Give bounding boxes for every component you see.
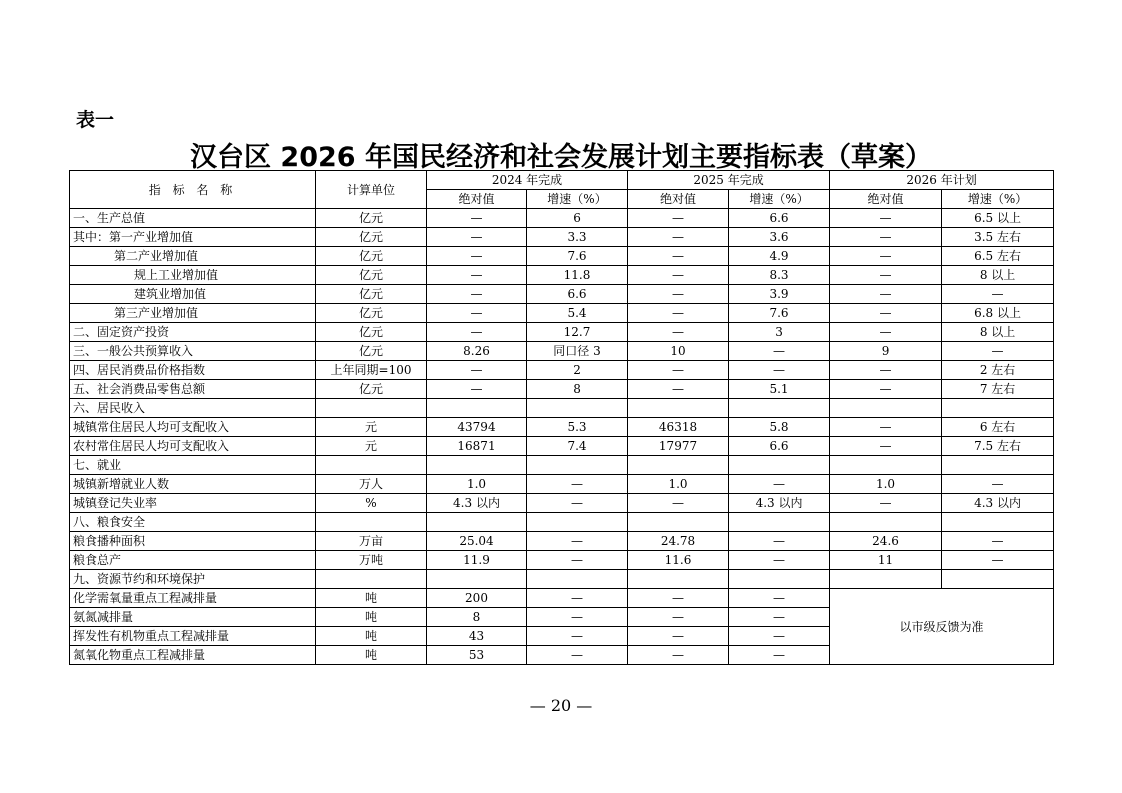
value-cell: — bbox=[942, 532, 1054, 551]
value-cell: — bbox=[628, 608, 729, 627]
value-cell: 24.78 bbox=[628, 532, 729, 551]
value-cell bbox=[830, 570, 942, 589]
value-cell: — bbox=[942, 285, 1054, 304]
indicator-name: 粮食播种面积 bbox=[70, 532, 316, 551]
value-cell bbox=[830, 513, 942, 532]
value-cell: — bbox=[830, 266, 942, 285]
value-cell: — bbox=[830, 418, 942, 437]
value-cell: — bbox=[628, 209, 729, 228]
value-cell: 6.6 bbox=[729, 437, 830, 456]
value-cell: — bbox=[628, 589, 729, 608]
value-cell: 4.9 bbox=[729, 247, 830, 266]
value-cell bbox=[427, 570, 527, 589]
value-cell: 25.04 bbox=[427, 532, 527, 551]
value-cell bbox=[427, 513, 527, 532]
indicator-name: 农村常住居民人均可支配收入 bbox=[70, 437, 316, 456]
value-cell bbox=[830, 399, 942, 418]
value-cell: 16871 bbox=[427, 437, 527, 456]
value-cell: — bbox=[830, 323, 942, 342]
unit-cell: 亿元 bbox=[316, 266, 427, 285]
value-cell bbox=[628, 513, 729, 532]
value-cell: — bbox=[628, 627, 729, 646]
value-cell bbox=[527, 399, 628, 418]
value-cell: 6.5 左右 bbox=[942, 247, 1054, 266]
indicator-name: 粮食总产 bbox=[70, 551, 316, 570]
value-cell: 3.9 bbox=[729, 285, 830, 304]
value-cell: 6 左右 bbox=[942, 418, 1054, 437]
value-cell: — bbox=[427, 209, 527, 228]
value-cell bbox=[729, 513, 830, 532]
value-cell: 12.7 bbox=[527, 323, 628, 342]
value-cell: — bbox=[942, 475, 1054, 494]
unit-cell: 亿元 bbox=[316, 323, 427, 342]
value-cell bbox=[527, 456, 628, 475]
unit-cell bbox=[316, 570, 427, 589]
indicator-name: 四、居民消费品价格指数 bbox=[70, 361, 316, 380]
value-cell bbox=[527, 513, 628, 532]
indicator-name: 化学需氧量重点工程减排量 bbox=[70, 589, 316, 608]
indicator-table bbox=[69, 170, 1054, 665]
value-cell: — bbox=[527, 551, 628, 570]
value-cell: 17977 bbox=[628, 437, 729, 456]
table-row bbox=[70, 418, 1054, 437]
value-cell: — bbox=[830, 228, 942, 247]
table-row bbox=[70, 399, 1054, 418]
unit-cell: 亿元 bbox=[316, 342, 427, 361]
unit-cell: % bbox=[316, 494, 427, 513]
value-cell: 4.3 以内 bbox=[427, 494, 527, 513]
table-row bbox=[70, 456, 1054, 475]
table-row bbox=[70, 285, 1054, 304]
value-cell: — bbox=[527, 608, 628, 627]
header-abs-2026: 绝对值 bbox=[830, 190, 942, 209]
value-cell: — bbox=[427, 323, 527, 342]
table-row bbox=[70, 266, 1054, 285]
unit-cell: 吨 bbox=[316, 646, 427, 665]
value-cell: — bbox=[628, 247, 729, 266]
indicator-name: 城镇登记失业率 bbox=[70, 494, 316, 513]
value-cell: — bbox=[729, 551, 830, 570]
value-cell: 7.5 左右 bbox=[942, 437, 1054, 456]
value-cell: — bbox=[729, 589, 830, 608]
value-cell bbox=[942, 399, 1054, 418]
value-cell: 6 bbox=[527, 209, 628, 228]
document-title: 汉台区 2026 年国民经济和社会发展计划主要指标表（草案） bbox=[190, 142, 932, 173]
indicator-name: 规上工业增加值 bbox=[70, 266, 316, 285]
value-cell: 6.6 bbox=[527, 285, 628, 304]
unit-cell: 亿元 bbox=[316, 228, 427, 247]
value-cell: — bbox=[628, 361, 729, 380]
indicator-name: 其中：第一产业增加值 bbox=[70, 228, 316, 247]
value-cell: 6.8 以上 bbox=[942, 304, 1054, 323]
value-cell: 5.1 bbox=[729, 380, 830, 399]
value-cell: 11.8 bbox=[527, 266, 628, 285]
indicator-name: 六、居民收入 bbox=[70, 399, 316, 418]
value-cell: 7 左右 bbox=[942, 380, 1054, 399]
unit-cell: 亿元 bbox=[316, 247, 427, 266]
value-cell: 1.0 bbox=[830, 475, 942, 494]
unit-cell bbox=[316, 399, 427, 418]
unit-cell: 上年同期=100 bbox=[316, 361, 427, 380]
value-cell: 8.3 bbox=[729, 266, 830, 285]
table-row bbox=[70, 380, 1054, 399]
page-number: — 20 — bbox=[529, 696, 593, 715]
value-cell: 1.0 bbox=[427, 475, 527, 494]
value-cell: — bbox=[527, 494, 628, 513]
header-abs-2024: 绝对值 bbox=[427, 190, 527, 209]
value-cell: — bbox=[628, 266, 729, 285]
table-row bbox=[70, 494, 1054, 513]
value-cell: — bbox=[527, 646, 628, 665]
value-cell: 7.6 bbox=[729, 304, 830, 323]
value-cell: — bbox=[427, 247, 527, 266]
value-cell: 7.6 bbox=[527, 247, 628, 266]
value-cell: — bbox=[628, 323, 729, 342]
value-cell: — bbox=[729, 646, 830, 665]
value-cell: — bbox=[729, 342, 830, 361]
table-row bbox=[70, 475, 1054, 494]
table-row bbox=[70, 570, 1054, 589]
table-row bbox=[70, 342, 1054, 361]
value-cell bbox=[942, 513, 1054, 532]
indicator-name: 氮氧化物重点工程减排量 bbox=[70, 646, 316, 665]
indicator-name: 一、生产总值 bbox=[70, 209, 316, 228]
table-row bbox=[70, 532, 1054, 551]
value-cell: 6.6 bbox=[729, 209, 830, 228]
table-row bbox=[70, 209, 1054, 228]
value-cell: 11.9 bbox=[427, 551, 527, 570]
value-cell bbox=[527, 570, 628, 589]
indicator-name: 九、资源节约和环境保护 bbox=[70, 570, 316, 589]
table-row bbox=[70, 551, 1054, 570]
header-2024: 2024 年完成 bbox=[427, 171, 628, 190]
table-row bbox=[70, 323, 1054, 342]
indicator-name: 七、就业 bbox=[70, 456, 316, 475]
table-row bbox=[70, 361, 1054, 380]
value-cell: — bbox=[729, 627, 830, 646]
value-cell: 11.6 bbox=[628, 551, 729, 570]
indicator-name: 五、社会消费品零售总额 bbox=[70, 380, 316, 399]
value-cell: 2 bbox=[527, 361, 628, 380]
value-cell: 11 bbox=[830, 551, 942, 570]
value-cell bbox=[427, 456, 527, 475]
indicator-name: 三、一般公共预算收入 bbox=[70, 342, 316, 361]
value-cell: — bbox=[628, 494, 729, 513]
unit-cell: 元 bbox=[316, 437, 427, 456]
value-cell bbox=[830, 456, 942, 475]
value-cell: 3.5 左右 bbox=[942, 228, 1054, 247]
indicator-name: 城镇常住居民人均可支配收入 bbox=[70, 418, 316, 437]
env-note-cell: 以市级反馈为准 bbox=[830, 589, 1054, 665]
unit-cell: 元 bbox=[316, 418, 427, 437]
table-row bbox=[70, 437, 1054, 456]
unit-cell: 吨 bbox=[316, 589, 427, 608]
value-cell: — bbox=[527, 627, 628, 646]
value-cell: 43794 bbox=[427, 418, 527, 437]
value-cell bbox=[942, 570, 1054, 589]
value-cell: 5.4 bbox=[527, 304, 628, 323]
value-cell: — bbox=[427, 285, 527, 304]
indicator-name: 城镇新增就业人数 bbox=[70, 475, 316, 494]
unit-cell bbox=[316, 513, 427, 532]
header-rate-2026: 增速（%） bbox=[942, 190, 1054, 209]
value-cell: — bbox=[830, 494, 942, 513]
value-cell: — bbox=[729, 475, 830, 494]
value-cell: 8 bbox=[427, 608, 527, 627]
indicator-name: 挥发性有机物重点工程减排量 bbox=[70, 627, 316, 646]
table-row bbox=[70, 247, 1054, 266]
unit-cell: 吨 bbox=[316, 608, 427, 627]
indicator-name: 氨氮减排量 bbox=[70, 608, 316, 627]
value-cell bbox=[729, 399, 830, 418]
value-cell: 4.3 以内 bbox=[942, 494, 1054, 513]
value-cell: 2 左右 bbox=[942, 361, 1054, 380]
value-cell: 24.6 bbox=[830, 532, 942, 551]
unit-cell: 万亩 bbox=[316, 532, 427, 551]
value-cell: 200 bbox=[427, 589, 527, 608]
value-cell: — bbox=[942, 342, 1054, 361]
indicator-name: 二、固定资产投资 bbox=[70, 323, 316, 342]
table-row bbox=[70, 304, 1054, 323]
value-cell: — bbox=[729, 532, 830, 551]
unit-cell: 吨 bbox=[316, 627, 427, 646]
indicator-name: 建筑业增加值 bbox=[70, 285, 316, 304]
unit-cell: 亿元 bbox=[316, 285, 427, 304]
value-cell: 3.3 bbox=[527, 228, 628, 247]
value-cell: 10 bbox=[628, 342, 729, 361]
value-cell: — bbox=[729, 361, 830, 380]
value-cell: 8 以上 bbox=[942, 266, 1054, 285]
value-cell: — bbox=[830, 380, 942, 399]
header-2026: 2026 年计划 bbox=[830, 171, 1054, 190]
table-row bbox=[70, 513, 1054, 532]
value-cell: — bbox=[628, 380, 729, 399]
value-cell: — bbox=[830, 437, 942, 456]
value-cell: — bbox=[628, 304, 729, 323]
header-unit: 计算单位 bbox=[316, 171, 427, 209]
value-cell: 同口径 3 bbox=[527, 342, 628, 361]
value-cell: 5.3 bbox=[527, 418, 628, 437]
table-row bbox=[70, 589, 1054, 608]
value-cell: — bbox=[628, 646, 729, 665]
value-cell: 8 以上 bbox=[942, 323, 1054, 342]
value-cell: 53 bbox=[427, 646, 527, 665]
value-cell: 3.6 bbox=[729, 228, 830, 247]
value-cell: — bbox=[830, 209, 942, 228]
value-cell: 43 bbox=[427, 627, 527, 646]
value-cell: 7.4 bbox=[527, 437, 628, 456]
unit-cell: 万吨 bbox=[316, 551, 427, 570]
value-cell: — bbox=[729, 608, 830, 627]
value-cell: 46318 bbox=[628, 418, 729, 437]
value-cell: — bbox=[830, 247, 942, 266]
value-cell: — bbox=[830, 304, 942, 323]
value-cell: — bbox=[527, 475, 628, 494]
value-cell: — bbox=[427, 380, 527, 399]
value-cell: — bbox=[527, 532, 628, 551]
value-cell: — bbox=[427, 228, 527, 247]
value-cell bbox=[628, 570, 729, 589]
unit-cell: 亿元 bbox=[316, 209, 427, 228]
value-cell bbox=[628, 456, 729, 475]
unit-cell: 万人 bbox=[316, 475, 427, 494]
value-cell: 8 bbox=[527, 380, 628, 399]
value-cell: — bbox=[427, 361, 527, 380]
header-2025: 2025 年完成 bbox=[628, 171, 830, 190]
table-body bbox=[70, 209, 1054, 665]
value-cell: — bbox=[628, 228, 729, 247]
value-cell: — bbox=[830, 285, 942, 304]
value-cell bbox=[427, 399, 527, 418]
value-cell: 8.26 bbox=[427, 342, 527, 361]
value-cell bbox=[628, 399, 729, 418]
value-cell: — bbox=[942, 551, 1054, 570]
value-cell bbox=[729, 570, 830, 589]
header-rate-2024: 增速（%） bbox=[527, 190, 628, 209]
value-cell: 4.3 以内 bbox=[729, 494, 830, 513]
value-cell: 1.0 bbox=[628, 475, 729, 494]
value-cell: — bbox=[427, 266, 527, 285]
indicator-name: 八、粮食安全 bbox=[70, 513, 316, 532]
unit-cell: 亿元 bbox=[316, 304, 427, 323]
value-cell: 5.8 bbox=[729, 418, 830, 437]
header-abs-2025: 绝对值 bbox=[628, 190, 729, 209]
value-cell: — bbox=[830, 361, 942, 380]
table-label: 表一 bbox=[76, 109, 115, 131]
unit-cell bbox=[316, 456, 427, 475]
table-row bbox=[70, 228, 1054, 247]
value-cell: — bbox=[427, 304, 527, 323]
value-cell: 6.5 以上 bbox=[942, 209, 1054, 228]
header-indicator-name: 指 标 名 称 bbox=[70, 171, 316, 209]
value-cell: — bbox=[527, 589, 628, 608]
value-cell: 3 bbox=[729, 323, 830, 342]
value-cell: — bbox=[628, 285, 729, 304]
indicator-name: 第三产业增加值 bbox=[70, 304, 316, 323]
unit-cell: 亿元 bbox=[316, 380, 427, 399]
value-cell: 9 bbox=[830, 342, 942, 361]
header-rate-2025: 增速（%） bbox=[729, 190, 830, 209]
value-cell bbox=[729, 456, 830, 475]
indicator-name: 第二产业增加值 bbox=[70, 247, 316, 266]
value-cell bbox=[942, 456, 1054, 475]
